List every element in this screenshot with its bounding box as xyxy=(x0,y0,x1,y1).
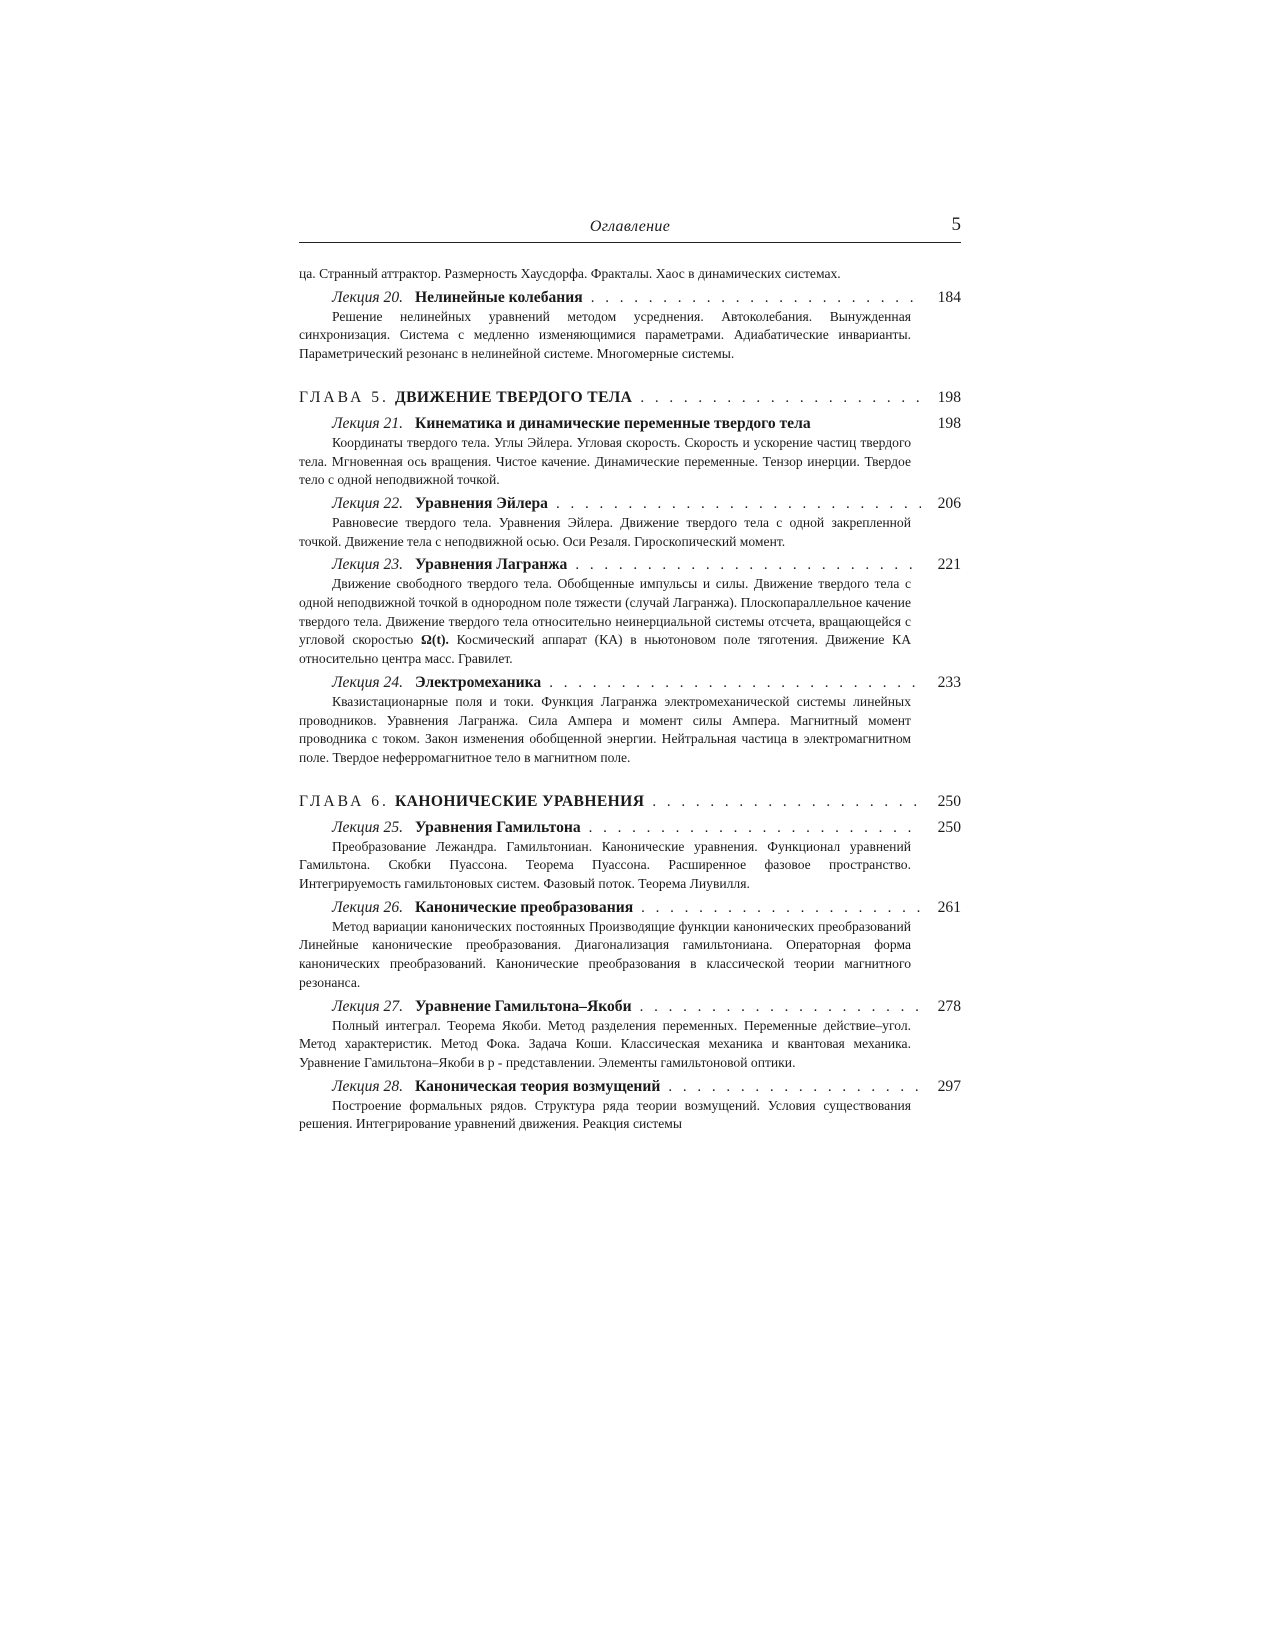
toc-chapter-5[interactable] xyxy=(299,388,961,408)
omega-symbol: Ω(t). xyxy=(421,632,449,648)
lecture-title: Уравнения Гамильтона xyxy=(415,818,581,836)
toc-line[interactable] xyxy=(299,673,961,693)
lecture-label: Лекция 24. xyxy=(332,673,404,691)
lecture-description: Движение свободного твердого тела. Обобщенные импульсы и силы. Движение твердого тела с одной неподвижной точкой в однородном поле тяжести (случай Лагранжа). Плоскопараллельное качение твердого тела. Движение твердого тела относительно неинерциальной системы отсчета, вращающейся с угловой скоростью Ω(t). Космический аппарат (КА) в ньютоновом поле тяготения. Движение КА относительно центра масс. Гравилет. xyxy=(299,576,912,667)
lecture-label: Лекция 27. xyxy=(332,997,404,1015)
lecture-description: Преобразование Лежандра. Гамильтониан. Канонические уравнения. Функционал уравнений Гамильтона. Скобки Пуассона. Теорема Пуассона. Расширенное фазовое пространство. Интегрируемость гамильтоновых систем. Фазовый поток. Теорема Лиувилля. xyxy=(299,838,911,892)
toc-chapter-6[interactable] xyxy=(299,792,961,812)
lecture-title: Нелинейные колебания xyxy=(415,288,583,306)
toc-line[interactable] xyxy=(299,898,961,918)
toc-entry-lecture-28 xyxy=(299,1077,961,1134)
page-ref: 221 xyxy=(937,556,961,574)
running-header xyxy=(299,214,961,243)
lecture-label: Лекция 21. xyxy=(332,414,404,432)
leader-dots xyxy=(640,997,921,1017)
page-ref: 278 xyxy=(937,997,961,1015)
lecture-description: Координаты твердого тела. Углы Эйлера. Угловая скорость. Скорость и ускорение частиц твердого тела. Мгновенная ось вращения. Чистое качение. Динамические переменные. Тензор инерции. Твердое тело с одной неподвижной точкой. xyxy=(299,434,911,488)
leader-dots xyxy=(556,494,921,514)
chapter-label: ГЛАВА 5. xyxy=(299,388,389,406)
page-ref: 297 xyxy=(937,1077,961,1095)
lecture-label: Лекция 20. xyxy=(332,288,404,306)
leader-dots xyxy=(589,818,921,838)
toc-entry-lecture-27 xyxy=(299,997,961,1073)
lecture-title: Каноническая теория возмущений xyxy=(415,1077,661,1095)
lecture-title: Уравнение Гамильтона–Якоби xyxy=(415,997,632,1015)
toc-line[interactable] xyxy=(299,414,961,434)
lecture-title: Кинематика и динамические переменные твердого тела xyxy=(415,414,811,432)
lecture-description: Построение формальных рядов. Структура ряда теории возмущений. Условия существования решения. Интегрирование уравнений движения. Реакция системы xyxy=(299,1097,911,1132)
running-title: Оглавление xyxy=(589,218,671,235)
lecture-label: Лекция 25. xyxy=(332,818,404,836)
toc-entry-lecture-20 xyxy=(299,288,961,364)
toc-entry-lecture-21 xyxy=(299,414,961,490)
chapter-title: КАНОНИЧЕСКИЕ УРАВНЕНИЯ xyxy=(394,792,645,810)
page-number: 5 xyxy=(951,214,961,235)
lecture-label: Лекция 22. xyxy=(332,494,404,512)
table-of-contents xyxy=(299,243,961,1134)
leader-dots xyxy=(640,388,921,408)
toc-entry-lecture-22 xyxy=(299,494,961,551)
toc-line[interactable] xyxy=(299,1077,961,1097)
page-ref: 198 xyxy=(937,388,961,406)
lecture-label: Лекция 26. xyxy=(332,898,404,916)
lecture-title: Электромеханика xyxy=(415,673,542,691)
lecture-label: Лекция 23. xyxy=(332,556,404,574)
lecture-description: Полный интеграл. Теорема Якоби. Метод разделения переменных. Переменные действие–угол. Метод характеристик. Метод Фока. Задача Коши. Классическая механика и квантовая механика. Уравнение Гамильтона–Якоби в p - представлении. Элементы гамильтоновой оптики. xyxy=(299,1017,911,1070)
leader-dots xyxy=(668,1077,921,1097)
continuation-text: ца. Странный аттрактор. Размерность Хаусдорфа. Фракталы. Хаос в динамических системах. xyxy=(299,266,841,281)
page-ref: 233 xyxy=(937,673,961,691)
toc-line[interactable] xyxy=(299,555,961,575)
page-ref: 206 xyxy=(937,494,961,512)
leader-dots xyxy=(591,288,921,308)
page-ref: 184 xyxy=(937,288,961,306)
toc-entry-lecture-24 xyxy=(299,673,961,768)
toc-line[interactable] xyxy=(299,494,961,514)
lecture-description: Равновесие твердого тела. Уравнения Эйлера. Движение твердого тела с одной закрепленной точкой. Движение тела с неподвижной осью. Оси Резаля. Гироскопический момент. xyxy=(299,514,911,549)
leader-dots xyxy=(652,792,921,812)
lecture-title: Канонические преобразования xyxy=(415,898,634,916)
leader-dots xyxy=(641,898,921,918)
leader-dots xyxy=(575,555,921,575)
toc-entry-lecture-25 xyxy=(299,818,961,894)
lecture-description: Квазистационарные поля и токи. Функция Лагранжа электромеханической системы линейных проводников. Уравнения Лагранжа. Сила Ампера и момент силы Ампера. Магнитный момент проводника с током. Закон изменения обобщенной энергии. Нейтральная частица в электромагнитном поле. Твердое неферромагнитное тело в магнитном поле. xyxy=(299,693,911,765)
toc-entry-lecture-26 xyxy=(299,898,961,993)
lecture-description: Решение нелинейных уравнений методом усреднения. Автоколебания. Вынужденная синхронизация. Система с медленно изменяющимися параметрами. Адиабатические инварианты. Параметрический резонанс в нелинейной системе. Многомерные системы. xyxy=(299,308,911,362)
toc-line[interactable] xyxy=(299,818,961,838)
leader-dots xyxy=(549,673,921,693)
page-ref: 198 xyxy=(937,414,961,432)
lecture-title: Уравнения Эйлера xyxy=(415,494,548,512)
toc-entry-lecture-23 xyxy=(299,555,961,669)
book-page xyxy=(299,214,961,1138)
page-ref: 250 xyxy=(937,792,961,810)
lecture-title: Уравнения Лагранжа xyxy=(415,556,568,574)
page-ref: 261 xyxy=(937,898,961,916)
lecture-label: Лекция 28. xyxy=(332,1077,404,1095)
chapter-label: ГЛАВА 6. xyxy=(299,792,389,810)
page-ref: 250 xyxy=(937,818,961,836)
chapter-title: ДВИЖЕНИЕ ТВЕРДОГО ТЕЛА xyxy=(394,388,633,406)
toc-line[interactable] xyxy=(299,997,961,1017)
toc-line[interactable] xyxy=(299,288,961,308)
lecture-description: Метод вариации канонических постоянных Производящие функции канонических преобразований Линейные канонические преобразования. Диагонализация гамильтониана. Операторная форма канонических преобразований. Канонические преобразования в классической теории магнитного резонанса. xyxy=(299,918,911,990)
